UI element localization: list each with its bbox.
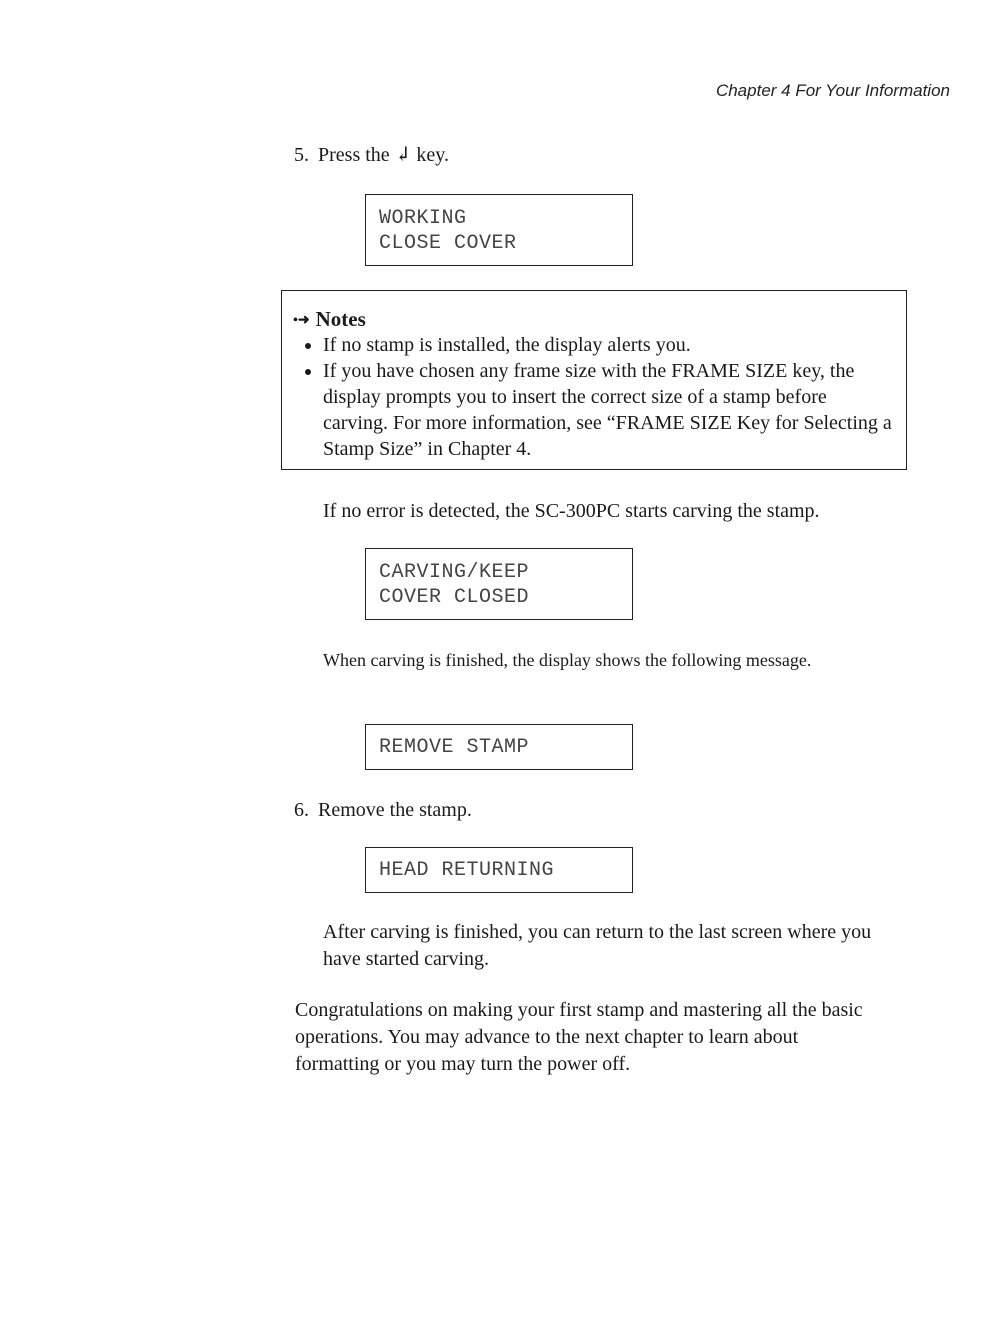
para-after-carving: After carving is finished, you can return to the last screen where you have started carving. <box>323 921 872 970</box>
arrow-icon: •➜ <box>293 313 310 328</box>
lcd-line: HEAD RETURNING <box>379 859 555 882</box>
step-6 <box>294 797 472 823</box>
lcd-display-working <box>365 194 633 266</box>
lcd-display-carving <box>365 548 633 620</box>
bullet-icon <box>305 369 311 375</box>
notes-item: If you have chosen any frame size with the FRAME SIZE key, the display prompts you to insert the correct size of a stamp before carving. For more information, see “FRAME SIZE Key for Selecting a Stamp Size” in Chapter 4. <box>305 358 895 462</box>
bullet-icon <box>305 343 311 349</box>
step-5-number: 5. <box>294 144 309 166</box>
lcd-display-remove-stamp <box>365 724 633 770</box>
lcd-line: REMOVE STAMP <box>379 736 530 759</box>
lcd-line: CARVING/KEEP <box>379 561 530 584</box>
step-6-number: 6. <box>294 799 309 821</box>
notes-heading <box>293 307 366 332</box>
lcd-line: CLOSE COVER <box>379 232 517 255</box>
para-no-error: If no error is detected, the SC-300PC starts carving the stamp. <box>323 500 820 522</box>
step-6-text: Remove the stamp. <box>318 799 472 821</box>
chapter-header: Chapter 4 For Your Information <box>715 81 950 100</box>
para-congratulations: Congratulations on making your first stamp and mastering all the basic operations. You may advance to the next chapter to learn about formatting or you may turn the power off. <box>295 999 863 1075</box>
lcd-line: WORKING <box>379 207 467 230</box>
notes-item: If no stamp is installed, the display alerts you. <box>305 332 895 358</box>
lcd-line: COVER CLOSED <box>379 586 530 609</box>
notes-title: Notes <box>315 307 366 331</box>
step-5-text: Press the ↲ key. <box>318 144 449 166</box>
lcd-display-head-returning <box>365 847 633 893</box>
step-5 <box>294 142 449 168</box>
notes-list <box>305 332 895 462</box>
para-finished: When carving is finished, the display shows the following message. <box>323 650 812 670</box>
